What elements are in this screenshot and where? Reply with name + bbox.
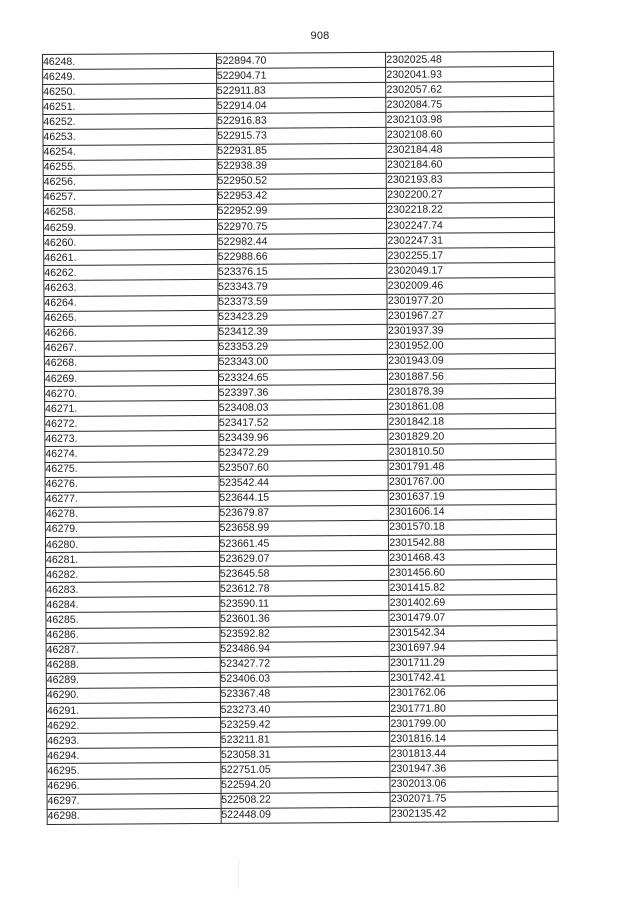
point-id-cell: 46289. <box>46 672 220 688</box>
table-row <box>47 806 558 824</box>
y-coordinate-cell: 2302041.93 <box>386 66 554 82</box>
x-coordinate-cell: 523612.78 <box>219 581 389 597</box>
y-coordinate-cell: 2302057.62 <box>386 82 554 98</box>
y-coordinate-cell: 2302200.27 <box>387 187 555 203</box>
x-coordinate-cell: 522894.70 <box>216 52 386 68</box>
y-coordinate-cell: 2302255.17 <box>387 248 555 264</box>
point-id-cell: 46277. <box>45 491 219 507</box>
x-coordinate-cell: 522988.66 <box>217 249 387 265</box>
point-id-cell: 46271. <box>45 401 219 417</box>
x-coordinate-cell: 522594.20 <box>221 777 391 793</box>
x-coordinate-cell: 522953.42 <box>217 188 387 204</box>
y-coordinate-cell: 2301887.56 <box>388 368 556 384</box>
x-coordinate-cell: 523658.99 <box>219 520 389 536</box>
x-coordinate-cell: 523417.52 <box>218 415 388 431</box>
x-coordinate-cell: 523590.11 <box>219 596 389 612</box>
y-coordinate-cell: 2302193.83 <box>387 172 555 188</box>
y-coordinate-cell: 2301402.69 <box>389 595 557 611</box>
y-coordinate-cell: 2301977.20 <box>387 293 555 309</box>
x-coordinate-cell: 523679.87 <box>219 505 389 521</box>
x-coordinate-cell: 523644.15 <box>219 490 389 506</box>
y-coordinate-cell: 2301767.00 <box>388 474 556 490</box>
point-id-cell: 46295. <box>47 763 221 779</box>
point-id-cell: 46290. <box>46 687 220 703</box>
y-coordinate-cell: 2302247.74 <box>387 217 555 233</box>
x-coordinate-cell: 522914.04 <box>216 98 386 114</box>
point-id-cell: 46285. <box>46 612 220 628</box>
point-id-cell: 46282. <box>46 567 220 583</box>
point-id-cell: 46248. <box>43 53 217 69</box>
x-coordinate-cell: 523423.29 <box>218 309 388 325</box>
point-id-cell: 46279. <box>45 521 219 537</box>
x-coordinate-cell: 522448.09 <box>221 807 391 823</box>
y-coordinate-cell: 2302184.60 <box>386 157 554 173</box>
y-coordinate-cell: 2301813.44 <box>390 746 558 762</box>
x-coordinate-cell: 523472.29 <box>219 445 389 461</box>
y-coordinate-cell: 2301542.34 <box>389 625 557 641</box>
y-coordinate-cell: 2301697.94 <box>389 640 557 656</box>
y-coordinate-cell: 2302013.06 <box>390 776 558 792</box>
y-coordinate-cell: 2302135.42 <box>390 806 558 822</box>
x-coordinate-cell: 523343.00 <box>218 354 388 370</box>
x-coordinate-cell: 522508.22 <box>221 792 391 808</box>
x-coordinate-cell: 523324.65 <box>218 369 388 385</box>
x-coordinate-cell: 523412.39 <box>218 324 388 340</box>
point-id-cell: 46286. <box>46 627 220 643</box>
point-id-cell: 46294. <box>47 748 221 764</box>
y-coordinate-cell: 2301762.06 <box>390 685 558 701</box>
x-coordinate-cell: 523507.60 <box>219 460 389 476</box>
point-id-cell: 46269. <box>44 370 218 386</box>
y-coordinate-cell: 2301943.09 <box>388 353 556 369</box>
point-id-cell: 46260. <box>44 235 218 251</box>
y-coordinate-cell: 2301606.14 <box>389 504 557 520</box>
point-id-cell: 46276. <box>45 476 219 492</box>
y-coordinate-cell: 2301842.18 <box>388 414 556 430</box>
coordinates-table-wrapper <box>42 51 559 825</box>
y-coordinate-cell: 2301637.19 <box>388 489 556 505</box>
y-coordinate-cell: 2302009.46 <box>387 278 555 294</box>
x-coordinate-cell: 523661.45 <box>219 535 389 551</box>
y-coordinate-cell: 2302025.48 <box>386 51 554 67</box>
x-coordinate-cell: 523259.42 <box>220 717 390 733</box>
point-id-cell: 46280. <box>45 536 219 552</box>
x-coordinate-cell: 523439.96 <box>218 430 388 446</box>
y-coordinate-cell: 2301468.43 <box>389 549 557 565</box>
x-coordinate-cell: 523353.29 <box>218 339 388 355</box>
x-coordinate-cell: 522982.44 <box>217 234 387 250</box>
point-id-cell: 46298. <box>47 808 221 824</box>
y-coordinate-cell: 2301861.08 <box>388 399 556 415</box>
y-coordinate-cell: 2301816.14 <box>390 731 558 747</box>
point-id-cell: 46257. <box>43 189 217 205</box>
y-coordinate-cell: 2302108.60 <box>386 127 554 143</box>
point-id-cell: 46251. <box>43 99 217 115</box>
point-id-cell: 46263. <box>44 280 218 296</box>
y-coordinate-cell: 2301799.00 <box>390 715 558 731</box>
point-id-cell: 46267. <box>44 340 218 356</box>
point-id-cell: 46265. <box>44 310 218 326</box>
point-id-cell: 46255. <box>43 159 217 175</box>
point-id-cell: 46258. <box>43 204 217 220</box>
y-coordinate-cell: 2302049.17 <box>387 263 555 279</box>
point-id-cell: 46296. <box>47 778 221 794</box>
x-coordinate-cell: 522970.75 <box>217 218 387 234</box>
y-coordinate-cell: 2301415.82 <box>389 580 557 596</box>
y-coordinate-cell: 2301771.80 <box>390 700 558 716</box>
coordinates-table <box>42 51 559 825</box>
point-id-cell: 46287. <box>46 642 220 658</box>
point-id-cell: 46264. <box>44 295 218 311</box>
point-id-cell: 46262. <box>44 265 218 281</box>
point-id-cell: 46284. <box>46 597 220 613</box>
point-id-cell: 46291. <box>46 702 220 718</box>
x-coordinate-cell: 523408.03 <box>218 400 388 416</box>
x-coordinate-cell: 522911.83 <box>216 83 386 99</box>
x-coordinate-cell: 523592.82 <box>220 626 390 642</box>
point-id-cell: 46266. <box>44 325 218 341</box>
y-coordinate-cell: 2301456.60 <box>389 565 557 581</box>
y-coordinate-cell: 2302247.31 <box>387 232 555 248</box>
y-coordinate-cell: 2301947.36 <box>390 761 558 777</box>
x-coordinate-cell: 522915.73 <box>217 128 387 144</box>
point-id-cell: 46283. <box>46 582 220 598</box>
x-coordinate-cell: 522916.83 <box>217 113 387 129</box>
point-id-cell: 46252. <box>43 114 217 130</box>
y-coordinate-cell: 2301810.50 <box>388 444 556 460</box>
point-id-cell: 46281. <box>46 552 220 568</box>
x-coordinate-cell: 522950.52 <box>217 173 387 189</box>
y-coordinate-cell: 2302218.22 <box>387 202 555 218</box>
x-coordinate-cell: 523406.03 <box>220 671 390 687</box>
point-id-cell: 46261. <box>44 250 218 266</box>
point-id-cell: 46270. <box>45 385 219 401</box>
y-coordinate-cell: 2301742.41 <box>390 670 558 686</box>
y-coordinate-cell: 2301791.48 <box>388 459 556 475</box>
y-coordinate-cell: 2302184.48 <box>386 142 554 158</box>
point-id-cell: 46250. <box>43 84 217 100</box>
x-coordinate-cell: 523273.40 <box>220 701 390 717</box>
x-coordinate-cell: 523629.07 <box>219 550 389 566</box>
x-coordinate-cell: 523427.72 <box>220 656 390 672</box>
point-id-cell: 46249. <box>43 69 217 85</box>
point-id-cell: 46268. <box>44 355 218 371</box>
y-coordinate-cell: 2302084.75 <box>386 97 554 113</box>
x-coordinate-cell: 523373.59 <box>218 294 388 310</box>
y-coordinate-cell: 2301829.20 <box>388 429 556 445</box>
point-id-cell: 46274. <box>45 446 219 462</box>
y-coordinate-cell: 2301479.07 <box>389 610 557 626</box>
page-number: 908 <box>310 30 330 42</box>
point-id-cell: 46272. <box>45 416 219 432</box>
x-coordinate-cell: 522938.39 <box>217 158 387 174</box>
x-coordinate-cell: 523601.36 <box>220 611 390 627</box>
x-coordinate-cell: 523542.44 <box>219 475 389 491</box>
x-coordinate-cell: 523645.58 <box>219 566 389 582</box>
y-coordinate-cell: 2301570.18 <box>389 519 557 535</box>
x-coordinate-cell: 522931.85 <box>217 143 387 159</box>
point-id-cell: 46259. <box>44 219 218 235</box>
point-id-cell: 46293. <box>47 733 221 749</box>
coordinates-table-body <box>43 51 559 824</box>
point-id-cell: 46288. <box>46 657 220 673</box>
y-coordinate-cell: 2301937.39 <box>387 323 555 339</box>
x-coordinate-cell: 523376.15 <box>217 264 387 280</box>
x-coordinate-cell: 522952.99 <box>217 203 387 219</box>
point-id-cell: 46297. <box>47 793 221 809</box>
scan-artifact-line <box>238 860 240 890</box>
point-id-cell: 46275. <box>45 461 219 477</box>
y-coordinate-cell: 2301711.29 <box>390 655 558 671</box>
y-coordinate-cell: 2301878.39 <box>388 383 556 399</box>
y-coordinate-cell: 2301952.00 <box>388 338 556 354</box>
x-coordinate-cell: 523211.81 <box>220 732 390 748</box>
x-coordinate-cell: 523367.48 <box>220 686 390 702</box>
y-coordinate-cell: 2302071.75 <box>390 791 558 807</box>
point-id-cell: 46256. <box>43 174 217 190</box>
x-coordinate-cell: 523397.36 <box>218 384 388 400</box>
point-id-cell: 46278. <box>45 506 219 522</box>
x-coordinate-cell: 522904.71 <box>216 67 386 83</box>
y-coordinate-cell: 2301967.27 <box>387 308 555 324</box>
y-coordinate-cell: 2301542.88 <box>389 534 557 550</box>
point-id-cell: 46253. <box>43 129 217 145</box>
x-coordinate-cell: 523343.79 <box>218 279 388 295</box>
x-coordinate-cell: 523058.31 <box>220 747 390 763</box>
y-coordinate-cell: 2302103.98 <box>386 112 554 128</box>
x-coordinate-cell: 523486.94 <box>220 641 390 657</box>
point-id-cell: 46273. <box>45 431 219 447</box>
point-id-cell: 46292. <box>47 718 221 734</box>
point-id-cell: 46254. <box>43 144 217 160</box>
x-coordinate-cell: 522751.05 <box>221 762 391 778</box>
